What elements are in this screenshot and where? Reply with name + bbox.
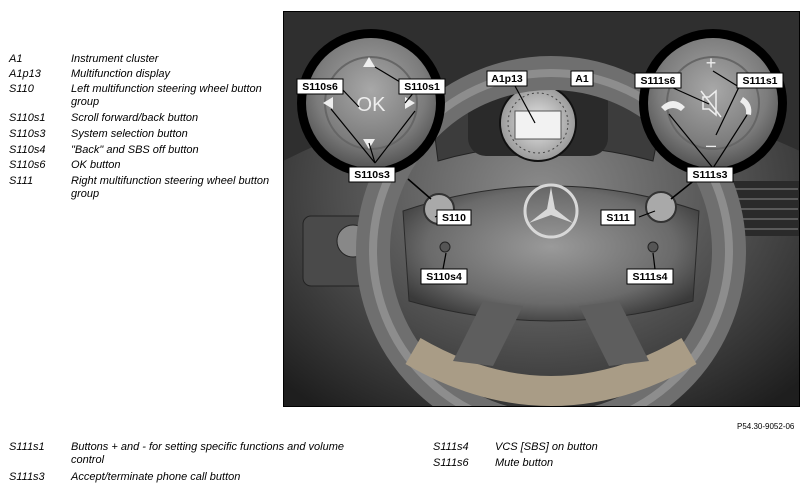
callout-s111s1: S111s1 <box>742 75 778 87</box>
callout-s110s1: S110s1 <box>404 81 440 93</box>
right-button-group <box>646 192 676 222</box>
legend-desc: Buttons + and - for setting specific functions and volume control <box>71 441 345 466</box>
legend-code: S111s3 <box>9 471 45 483</box>
callout-s111s4: S111s4 <box>632 271 668 283</box>
legend-desc: Scroll forward/back button <box>71 112 199 124</box>
legend-code: S110 <box>9 83 34 95</box>
legend-code: S111 <box>9 175 34 187</box>
legend-desc: "Back" and SBS off button <box>71 144 199 156</box>
callout-a1p13: A1p13 <box>491 73 523 85</box>
legend-bottom-right <box>433 441 733 476</box>
callout-s110s3: S110s3 <box>354 169 390 181</box>
legend-code: S111s6 <box>433 457 469 469</box>
legend-desc: Multifunction display <box>71 68 171 80</box>
callout-s110s6: S110s6 <box>302 81 338 93</box>
callout-a1: A1 <box>575 73 589 85</box>
legend-code: A1 <box>9 53 23 65</box>
multifunction-display <box>515 111 561 139</box>
legend-desc: Mute button <box>495 457 554 469</box>
legend-desc: Accept/terminate phone call button <box>71 471 241 483</box>
legend-code: A1p13 <box>9 68 41 80</box>
legend-bottom-left <box>9 441 389 491</box>
callout-s111s6: S111s6 <box>640 75 676 87</box>
steering-wheel-photo <box>283 11 800 407</box>
right-lower-button <box>648 242 658 252</box>
callout-s110s4: S110s4 <box>426 271 462 283</box>
left-lower-button <box>440 242 450 252</box>
legend-desc: Instrument cluster <box>71 53 159 65</box>
left-button-group-zoom <box>297 29 445 177</box>
legend-code: S110s4 <box>9 144 46 156</box>
right-button-group-zoom <box>639 29 787 177</box>
legend-desc: Left multifunction steering wheel button group <box>71 83 262 108</box>
legend-desc: VCS [SBS] on button <box>495 441 598 453</box>
figure-reference: P54.30-9052-06 <box>737 422 795 431</box>
legend-top <box>9 53 289 213</box>
callout-s111s3: S111s3 <box>692 169 728 181</box>
legend-code: S111s4 <box>433 441 469 453</box>
minus-icon: – <box>705 135 717 155</box>
legend-code: S110s1 <box>9 112 46 124</box>
legend-desc: Right multifunction steering wheel button group <box>71 175 270 200</box>
legend-desc: OK button <box>71 159 121 171</box>
ok-label: OK <box>356 94 386 116</box>
callout-s110: S110 <box>442 212 466 224</box>
legend-code: S110s6 <box>9 159 46 171</box>
plus-icon: + <box>705 53 717 73</box>
legend-desc: System selection button <box>71 128 188 140</box>
callout-s111: S111 <box>606 212 630 224</box>
legend-code: S110s3 <box>9 128 46 140</box>
legend-code: S111s1 <box>9 441 45 453</box>
